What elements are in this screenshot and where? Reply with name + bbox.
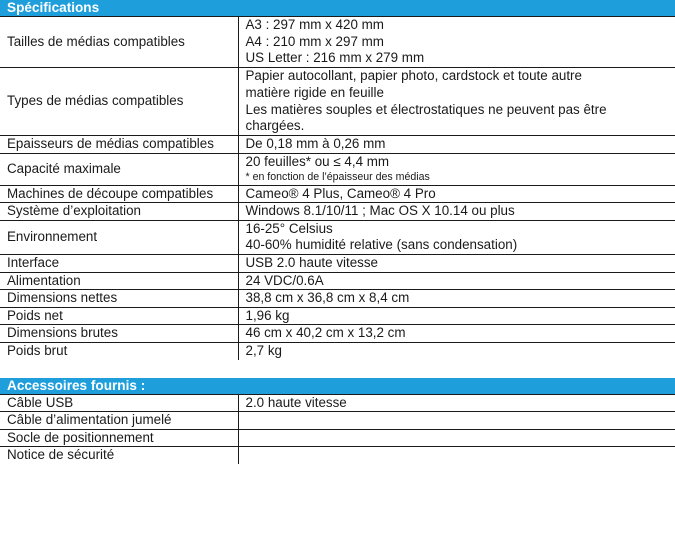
spec-value (238, 153, 675, 185)
specifications-header: Spécifications (0, 0, 675, 17)
spec-row-interface (0, 254, 675, 272)
spec-value: Windows 8.1/10/11 ; Mac OS X 10.14 ou plus (238, 203, 675, 221)
spec-label: Système d’exploitation (0, 203, 238, 221)
spec-label: Interface (0, 254, 238, 272)
accessory-label: Socle de positionnement (0, 429, 238, 447)
accessory-row-positioning-base (0, 429, 675, 447)
accessories-header-row (0, 378, 675, 395)
spec-footnote: * en fonction de l’épaisseur des médias (245, 171, 430, 184)
spec-value: 46 cm x 40,2 cm x 13,2 cm (238, 325, 675, 343)
spec-value-line: A4 : 210 mm x 297 mm (245, 33, 384, 49)
spec-value-line: matière rigide en feuille (245, 84, 384, 100)
spec-value (238, 17, 675, 68)
spec-label: Dimensions nettes (0, 290, 238, 308)
spec-label: Capacité maximale (0, 153, 238, 185)
spec-label: Types de médias compatibles (0, 68, 238, 136)
spec-row-media-thickness (0, 136, 675, 154)
accessory-label: Câble d’alimentation jumelé (0, 412, 238, 430)
spec-value-line: 16-25° Celsius (245, 220, 333, 236)
spec-value: USB 2.0 haute vitesse (238, 254, 675, 272)
spec-value-line: Papier autocollant, papier photo, cardstock et toute autre (245, 68, 582, 84)
spec-row-environment (0, 220, 675, 254)
spec-label: Machines de découpe compatibles (0, 185, 238, 203)
spec-value-line: A3 : 297 mm x 420 mm (245, 17, 384, 33)
accessory-row-safety-notice (0, 447, 675, 464)
spec-row-gross-dimensions (0, 325, 675, 343)
accessories-header: Accessoires fournis : (0, 378, 675, 395)
spec-value: Cameo® 4 Plus, Cameo® 4 Pro (238, 185, 675, 203)
spec-value: 24 VDC/0.6A (238, 272, 675, 290)
spec-label: Tailles de médias compatibles (0, 17, 238, 68)
spec-label: Environnement (0, 220, 238, 254)
spec-row-gross-weight (0, 342, 675, 359)
spec-row-media-types (0, 68, 675, 136)
spec-value: 2,7 kg (238, 342, 675, 359)
spec-label: Poids net (0, 307, 238, 325)
spec-value-line: 40-60% humidité relative (sans condensation) (245, 237, 518, 253)
accessory-value (238, 429, 675, 447)
accessories-table (0, 378, 675, 464)
spec-value (238, 68, 675, 136)
spec-row-net-weight (0, 307, 675, 325)
spec-value: 1,96 kg (238, 307, 675, 325)
accessory-value (238, 412, 675, 430)
accessory-value: 2.0 haute vitesse (238, 394, 675, 412)
spec-value: 38,8 cm x 36,8 cm x 8,4 cm (238, 290, 675, 308)
spec-row-power (0, 272, 675, 290)
spec-row-max-capacity (0, 153, 675, 185)
spec-value: De 0,18 mm à 0,26 mm (238, 136, 675, 154)
spec-row-operating-system (0, 203, 675, 221)
spec-row-net-dimensions (0, 290, 675, 308)
spec-row-media-sizes (0, 17, 675, 68)
accessory-label: Câble USB (0, 394, 238, 412)
accessory-label: Notice de sécurité (0, 447, 238, 464)
accessory-value (238, 447, 675, 464)
spec-label: Poids brut (0, 342, 238, 359)
accessory-row-power-cable (0, 412, 675, 430)
specifications-header-row (0, 0, 675, 17)
spec-label: Dimensions brutes (0, 325, 238, 343)
spec-value-line: US Letter : 216 mm x 279 mm (245, 50, 425, 66)
spec-value (238, 220, 675, 254)
table-spacer (0, 360, 675, 378)
spec-value-line: chargées. (245, 118, 305, 134)
spec-row-cutting-machines (0, 185, 675, 203)
accessory-row-usb-cable (0, 394, 675, 412)
spec-label: Epaisseurs de médias compatibles (0, 136, 238, 154)
spec-value-line: Les matières souples et électrostatiques ne peuvent pas être (245, 101, 607, 117)
spec-label: Alimentation (0, 272, 238, 290)
spec-value-line: 20 feuilles* ou ≤ 4,4 mm (245, 153, 390, 169)
